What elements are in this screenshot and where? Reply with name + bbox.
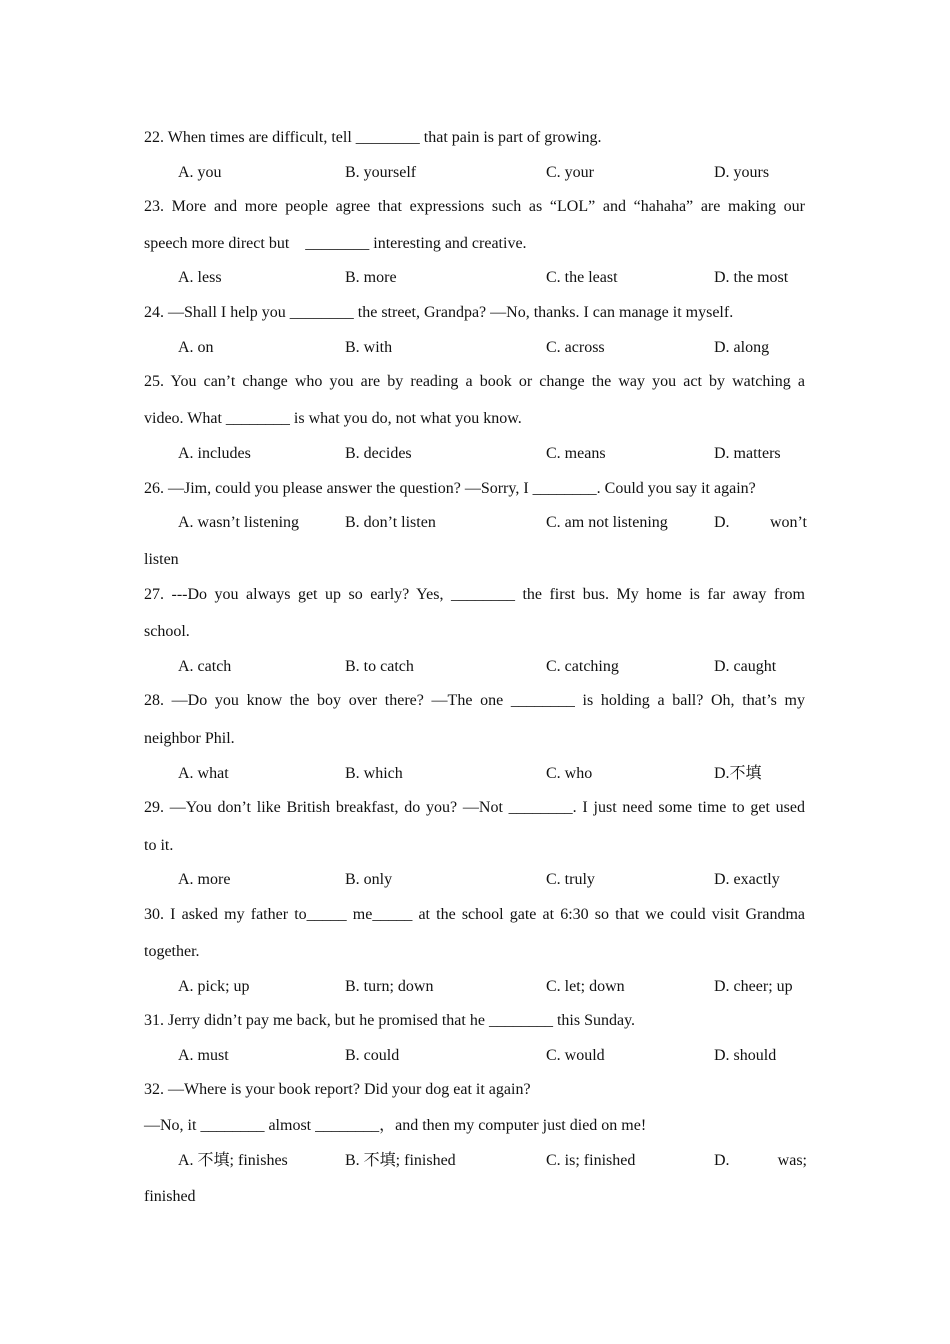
question-31-option-c: C. would [546,1047,605,1064]
question-31-option-a: A. must [178,1047,229,1064]
question-25-option-b: B. decides [345,445,412,462]
question-27-option-a: A. catch [178,658,232,675]
question-23-option-d: D. the most [714,269,789,286]
question-32-stem-line-2: —No, it ________ almost ________，and then my computer just died on me! [144,1117,647,1134]
question-26-option-d-letter: D. [714,514,730,531]
question-28-option-c: C. who [546,765,593,782]
question-24-option-c: C. across [546,339,605,356]
question-26-option-a: A. wasn’t listening [178,514,300,531]
question-26-option-b: B. don’t listen [345,514,436,531]
question-22-option-d: D. yours [714,164,770,181]
question-26-option-d-continuation: listen [144,551,179,568]
question-28-option-a: A. what [178,765,229,782]
question-29-option-a: A. more [178,871,231,888]
question-26-option-d-word: won’t [769,514,807,531]
question-31-option-d: D. should [714,1047,777,1064]
question-30-option-b: B. turn; down [345,978,434,995]
question-29-stem-line-1: 29. —You don’t like British breakfast, do you? —Not ________. I just need some time to get used [144,799,805,816]
question-25-option-d: D. matters [714,445,781,462]
question-22-option-c: C. your [546,164,594,181]
question-32-option-d-word: was; [777,1152,807,1169]
question-27-option-d: D. caught [714,658,777,675]
question-32-option-d-continuation: finished [144,1188,196,1205]
question-24-option-b: B. with [345,339,393,356]
question-23-option-c: C. the least [546,269,618,286]
question-32-stem-line-1: 32. —Where is your book report? Did your dog eat it again? [144,1081,531,1098]
question-25-option-c: C. means [546,445,606,462]
question-32-option-d [714,1151,807,1171]
question-31-option-b: B. could [345,1047,400,1064]
question-32-option-b: B. 不填; finished [345,1152,456,1169]
question-30-stem-line-2: together. [144,943,200,960]
question-22-option-b: B. yourself [345,164,417,181]
question-31-stem: 31. Jerry didn’t pay me back, but he promised that he ________ this Sunday. [144,1012,636,1029]
question-30-option-a: A. pick; up [178,978,250,995]
question-27-stem-line-1: 27. ---Do you always get up so early? Yes, ________ the first bus. My home is far away from [144,586,805,603]
question-22-option-a: A. you [178,164,222,181]
question-23-stem-line-2: speech more direct but ________ interesting and creative. [144,235,527,252]
question-28-stem-line-1: 28. —Do you know the boy over there? —The one ________ is holding a ball? Oh, that’s my [144,692,805,709]
question-32-option-d-letter: D. [714,1152,730,1169]
question-24-option-a: A. on [178,339,214,356]
question-29-option-c: C. truly [546,871,595,888]
question-27-option-c: C. catching [546,658,619,675]
question-25-option-a: A. includes [178,445,251,462]
question-30-option-c: C. let; down [546,978,625,995]
question-29-option-d: D. exactly [714,871,780,888]
question-28-option-b: B. which [345,765,403,782]
question-23-option-a: A. less [178,269,222,286]
question-27-option-b: B. to catch [345,658,414,675]
question-29-option-b: B. only [345,871,393,888]
question-29-stem-line-2: to it. [144,837,174,854]
question-26-stem: 26. —Jim, could you please answer the question? —Sorry, I ________. Could you say it again? [144,480,756,497]
question-26-option-c: C. am not listening [546,514,668,531]
question-22-stem: 22. When times are difficult, tell ________ that pain is part of growing. [144,129,602,146]
question-25-stem-line-1: 25. You can’t change who you are by reading a book or change the way you act by watching a [144,373,805,390]
question-27-stem-line-2: school. [144,623,190,640]
question-28-option-d: D.不填 [714,765,762,782]
question-32-option-a: A. 不填; finishes [178,1152,288,1169]
question-26-option-d [714,513,807,533]
question-28-stem-line-2: neighbor Phil. [144,730,235,747]
question-24-stem: 24. —Shall I help you ________ the street, Grandpa? —No, thanks. I can manage it myself. [144,304,734,321]
question-32-option-c: C. is; finished [546,1152,636,1169]
question-25-stem-line-2: video. What ________ is what you do, not what you know. [144,410,522,427]
question-30-option-d: D. cheer; up [714,978,793,995]
question-23-option-b: B. more [345,269,397,286]
question-24-option-d: D. along [714,339,770,356]
question-30-stem-line-1: 30. I asked my father to_____ me_____ at the school gate at 6:30 so that we could visit Grandma [144,906,805,923]
question-23-stem-line-1: 23. More and more people agree that expressions such as “LOL” and “hahaha” are making our [144,198,805,215]
